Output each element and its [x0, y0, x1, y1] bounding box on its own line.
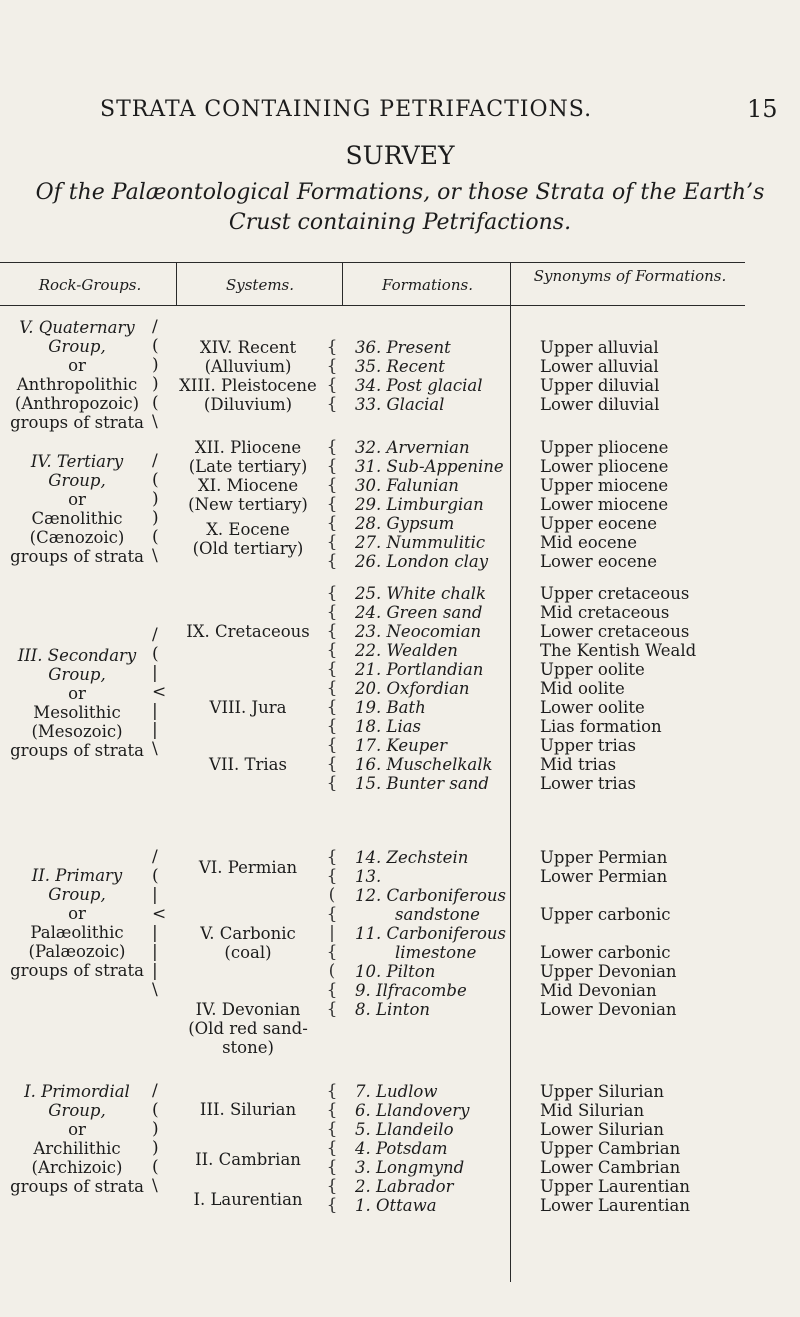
formation-line: 11. Carboniferous: [355, 924, 507, 943]
system-cretaceous: [178, 622, 318, 641]
rock-group-line: groups of strata: [10, 1177, 144, 1196]
rock-group-line: groups of strata: [10, 961, 144, 980]
rock-group-line: (Cænozoic): [29, 528, 125, 547]
rock-group-quaternary: [2, 318, 152, 432]
system-line: (Old tertiary): [192, 539, 304, 558]
formation-line: 12. Carboniferous: [355, 886, 507, 905]
synonym-line: Lower eocene: [540, 552, 658, 571]
rock-group-line: groups of strata: [10, 741, 144, 760]
formation-line: 9. Ilfracombe: [355, 981, 467, 1000]
formations-quaternary: [355, 338, 525, 414]
rock-group-line: Cænolithic: [31, 509, 123, 528]
synonym-line: Upper trias: [540, 736, 637, 755]
system-line: X. Eocene: [206, 520, 290, 539]
synonym-line: [540, 924, 740, 943]
synonym-line: Lower Silurian: [540, 1120, 665, 1139]
rock-group-line: Group,: [48, 471, 106, 490]
rock-group-line: Group,: [48, 665, 106, 684]
synonyms-quaternary: [540, 338, 740, 414]
column-divider-2: [342, 262, 343, 305]
synonym-line: Lower Laurentian: [540, 1196, 690, 1215]
header-synonyms: Synonyms of Formations.: [533, 267, 727, 285]
formation-line: 10. Pilton: [355, 962, 436, 981]
formation-line: 20. Oxfordian: [355, 679, 470, 698]
system-trias: [178, 755, 318, 774]
formation-line: 17. Keuper: [355, 736, 447, 755]
rock-group-line: IV. Tertiary: [30, 452, 124, 471]
formations-primary: [355, 848, 525, 1019]
system-miocene: [178, 476, 318, 514]
system-recent: [178, 338, 318, 376]
header-rock-groups: Rock-Groups.: [38, 276, 142, 294]
system-silurian: [178, 1100, 318, 1119]
system-devonian: [178, 1000, 318, 1057]
formation-line: 15. Bunter sand: [355, 774, 489, 793]
formation-line: 6. Llandovery: [355, 1101, 470, 1120]
synonym-line: Lower Permian: [540, 867, 668, 886]
system-line: VIII. Jura: [209, 698, 287, 717]
synonym-line: Mid eocene: [540, 533, 638, 552]
rock-group-line: or: [68, 684, 86, 703]
rock-group-primordial: [2, 1082, 152, 1196]
system-eocene: [178, 520, 318, 558]
system-line: (New tertiary): [188, 495, 308, 514]
formation-line: 4. Potsdam: [355, 1139, 448, 1158]
formation-line: 33. Glacial: [355, 395, 445, 414]
formation-line: 27. Nummulitic: [355, 533, 486, 552]
brace-rock-group-iii: / ( | < | | \: [152, 625, 167, 759]
synonym-line: Upper diluvial: [540, 376, 660, 395]
synonym-line: Lias formation: [540, 717, 662, 736]
rock-group-line: groups of strata: [10, 413, 144, 432]
rock-group-line: Archilithic: [33, 1139, 121, 1158]
brace-rock-group-iv: / ( ) ) ( \: [152, 451, 159, 566]
rock-group-line: or: [68, 1120, 86, 1139]
rock-group-line: (Anthropozoic): [14, 394, 140, 413]
formation-line: 23. Neocomian: [355, 622, 482, 641]
system-line: stone): [222, 1038, 274, 1057]
formation-line: 18. Lias: [355, 717, 422, 736]
rock-group-line: or: [68, 356, 86, 375]
synonym-line: Mid cretaceous: [540, 603, 670, 622]
synonym-line: Mid oolite: [540, 679, 625, 698]
system-line: IX. Cretaceous: [186, 622, 310, 641]
synonyms-tertiary: [540, 438, 740, 571]
synonym-line: Upper pliocene: [540, 438, 669, 457]
system-line: XIV. Recent: [199, 338, 297, 357]
subtitle-line-2: Crust containing Petrifactions.: [228, 210, 572, 235]
synonym-line: Upper carbonic: [540, 905, 671, 924]
rock-group-line: Mesolithic: [33, 703, 121, 722]
formation-line: 5. Llandeilo: [355, 1120, 454, 1139]
rock-group-line: Palæolithic: [30, 923, 124, 942]
formation-line: sandstone: [395, 905, 480, 924]
system-line: IV. Devonian: [195, 1000, 301, 1019]
synonym-line: Upper oolite: [540, 660, 645, 679]
formation-line: 16. Muschelkalk: [355, 755, 493, 774]
synonym-line: Lower oolite: [540, 698, 645, 717]
synonym-line: The Kentish Weald: [540, 641, 697, 660]
brace-systems-iv: { { { { { { {: [326, 437, 338, 571]
rock-group-line: Group,: [48, 885, 106, 904]
subtitle-line-1: Of the Palæontological Formations, or those Strata of the Earth’s: [35, 180, 765, 205]
system-line: XII. Pliocene: [194, 438, 302, 457]
synonym-line: [540, 886, 740, 905]
formation-line: 2. Labrador: [355, 1177, 454, 1196]
formation-line: 14. Zechstein: [355, 848, 469, 867]
synonym-line: Upper cretaceous: [540, 584, 690, 603]
formation-line: 36. Present: [355, 338, 451, 357]
brace-systems-iii: { { { { { { { { { { {: [326, 583, 338, 793]
rock-group-line: Group,: [48, 337, 106, 356]
rock-group-line: V. Quaternary: [19, 318, 135, 337]
page-title: SURVEY: [345, 141, 455, 170]
rock-group-line: or: [68, 490, 86, 509]
system-cambrian: [178, 1150, 318, 1169]
table-header-rule: [0, 305, 745, 306]
formation-line: 34. Post glacial: [355, 376, 483, 395]
rock-group-line: (Archizoic): [31, 1158, 123, 1177]
formations-tertiary: [355, 438, 525, 571]
system-line: (Alluvium): [204, 357, 292, 376]
header-systems: Systems.: [225, 276, 295, 294]
page-number: 15: [747, 95, 778, 123]
formation-line: 26. London clay: [355, 552, 489, 571]
synonym-line: Upper alluvial: [540, 338, 659, 357]
system-line: XI. Miocene: [197, 476, 299, 495]
formations-secondary: [355, 584, 525, 793]
system-line: V. Carbonic: [200, 924, 296, 943]
column-divider-1: [176, 262, 177, 305]
synonym-line: Upper eocene: [540, 514, 658, 533]
formation-line: 21. Portlandian: [355, 660, 484, 679]
rock-group-line: or: [68, 904, 86, 923]
synonym-line: Upper miocene: [540, 476, 669, 495]
brace-systems-i: { { { { { { {: [326, 1081, 338, 1215]
synonyms-secondary: [540, 584, 740, 793]
header-formations: Formations.: [382, 276, 473, 294]
formation-line: 28. Gypsum: [355, 514, 455, 533]
synonym-line: Upper Silurian: [540, 1082, 665, 1101]
brace-systems-ii: { { ( { | { ( { {: [326, 847, 338, 1019]
formation-line: 8. Linton: [355, 1000, 431, 1019]
formation-line: 1. Ottawa: [355, 1196, 437, 1215]
system-line: VI. Permian: [198, 858, 298, 877]
synonym-line: Upper Laurentian: [540, 1177, 690, 1196]
synonym-line: Lower Devonian: [540, 1000, 677, 1019]
formation-line: limestone: [395, 943, 477, 962]
synonym-line: Lower cretaceous: [540, 622, 690, 641]
formation-line: 22. Wealden: [355, 641, 458, 660]
rock-group-line: Anthropolithic: [16, 375, 138, 394]
brace-rock-group-i: / ( ) ) ( \: [152, 1081, 159, 1196]
formation-line: 32. Arvernian: [355, 438, 470, 457]
system-line: III. Silurian: [199, 1100, 297, 1119]
synonym-line: Lower carbonic: [540, 943, 671, 962]
rock-group-tertiary: [2, 452, 152, 566]
formation-line: 7. Ludlow: [355, 1082, 438, 1101]
rock-group-line: groups of strata: [10, 547, 144, 566]
system-pliocene: [178, 438, 318, 476]
formation-line: 3. Longmynd: [355, 1158, 465, 1177]
system-jura: [178, 698, 318, 717]
system-line: (Old red sand-: [188, 1019, 308, 1038]
rock-group-line: I. Primordial: [24, 1082, 130, 1101]
system-line: II. Cambrian: [195, 1150, 301, 1169]
formation-line: 24. Green sand: [355, 603, 483, 622]
formation-line: 35. Recent: [355, 357, 445, 376]
formation-line: 13.: [355, 867, 382, 886]
synonym-line: Upper Permian: [540, 848, 668, 867]
synonyms-primordial: [540, 1082, 740, 1215]
brace-rock-group-v: / ( ) ) ( \: [152, 317, 159, 432]
table-top-rule: [0, 262, 745, 263]
system-carbonic: [178, 924, 318, 962]
synonym-line: Lower Cambrian: [540, 1158, 681, 1177]
formation-line: 29. Limburgian: [355, 495, 484, 514]
rock-group-line: (Mesozoic): [31, 722, 123, 741]
rock-group-line: Group,: [48, 1101, 106, 1120]
rock-group-secondary: [2, 646, 152, 760]
rock-group-line: II. Primary: [31, 866, 123, 885]
formation-line: 19. Bath: [355, 698, 426, 717]
synonym-line: Mid Devonian: [540, 981, 657, 1000]
synonym-line: Lower trias: [540, 774, 637, 793]
system-line: I. Laurentian: [193, 1190, 303, 1209]
formation-line: 30. Falunian: [355, 476, 459, 495]
running-head: STRATA CONTAINING PETRIFACTIONS.: [100, 97, 593, 122]
synonym-line: Lower pliocene: [540, 457, 669, 476]
synonym-line: Upper Cambrian: [540, 1139, 681, 1158]
synonym-line: Lower miocene: [540, 495, 669, 514]
synonym-line: Lower alluvial: [540, 357, 659, 376]
system-line: XIII. Pleistocene: [179, 376, 317, 395]
synonym-line: Mid trias: [540, 755, 617, 774]
synonym-line: Mid Silurian: [540, 1101, 645, 1120]
formation-line: 25. White chalk: [355, 584, 486, 603]
rock-group-primary: [2, 866, 152, 980]
synonyms-primary: [540, 848, 740, 1019]
rock-group-line: (Palæozoic): [28, 942, 126, 961]
rock-group-line: III. Secondary: [17, 646, 137, 665]
system-permian: [178, 858, 318, 877]
system-line: VII. Trias: [209, 755, 287, 774]
brace-systems-v: { { { {: [326, 337, 338, 414]
system-line: (Late tertiary): [188, 457, 308, 476]
formations-primordial: [355, 1082, 525, 1215]
system-line: (Diluvium): [203, 395, 293, 414]
synonym-line: Upper Devonian: [540, 962, 677, 981]
system-pleistocene: [178, 376, 318, 414]
system-laurentian: [178, 1190, 318, 1209]
brace-rock-group-ii: / ( | < | | | \: [152, 847, 167, 1000]
system-line: (coal): [224, 943, 272, 962]
formation-line: 31. Sub-Appenine: [355, 457, 504, 476]
synonym-line: Lower diluvial: [540, 395, 660, 414]
